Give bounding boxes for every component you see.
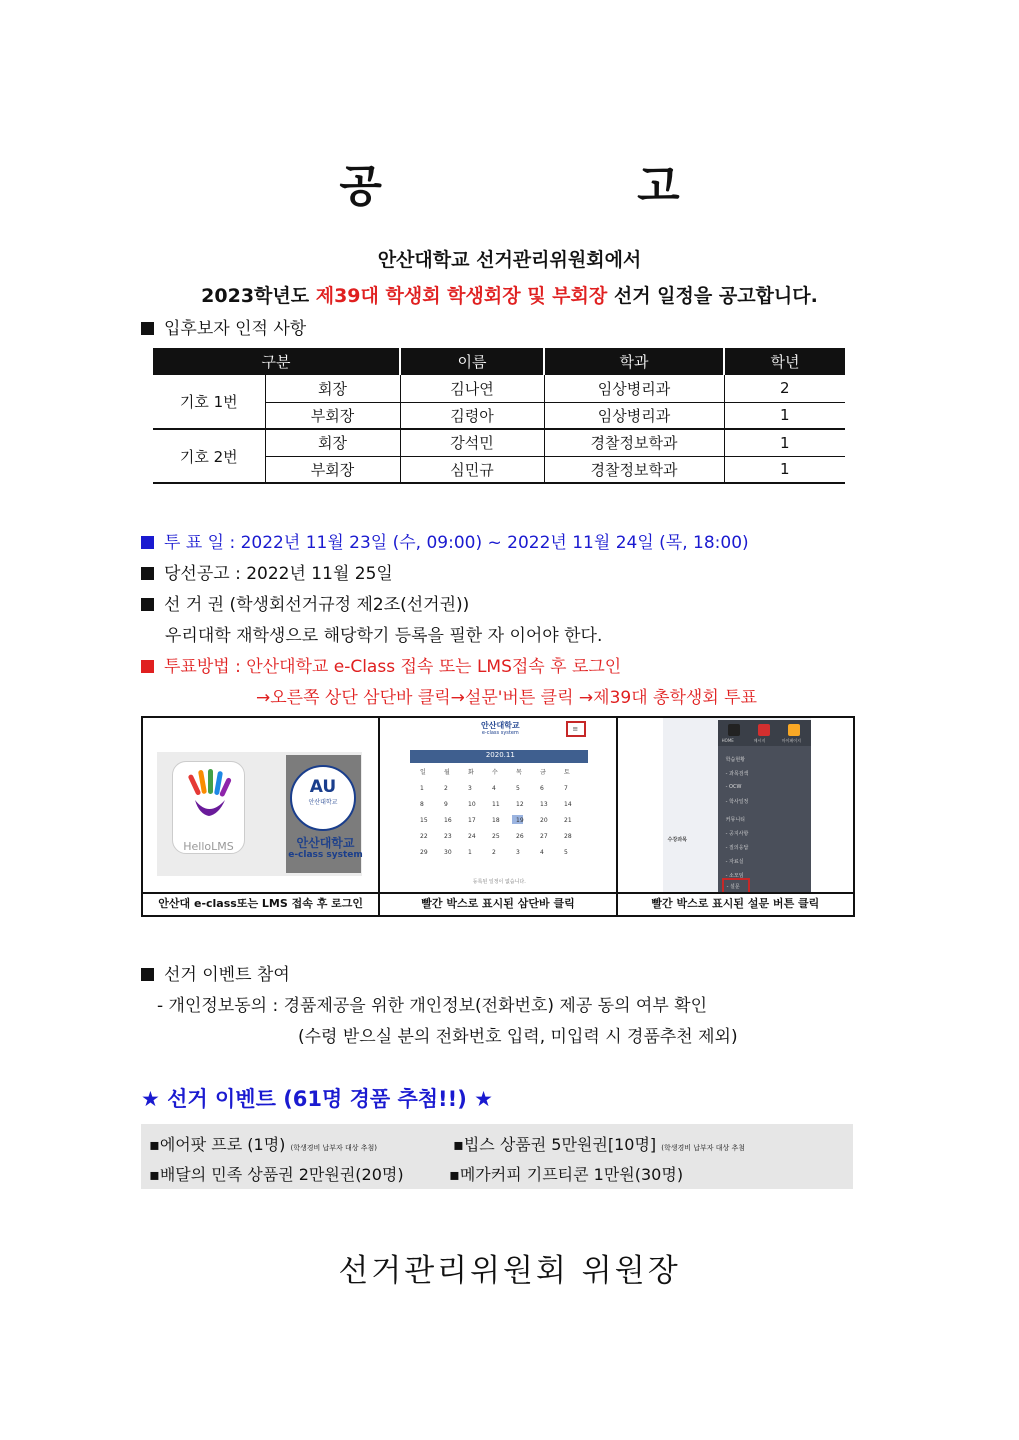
calendar-day[interactable]: 28 [564, 833, 572, 840]
announce-text: 당선공고 : 2022년 11월 25일 [164, 564, 393, 584]
calendar-day[interactable]: 4 [492, 785, 497, 792]
mini-logo-sub: e-class system [481, 730, 519, 736]
seal-short: AU [309, 777, 337, 797]
calendar-day[interactable]: 24 [468, 833, 476, 840]
candidate-table [153, 348, 845, 484]
intro-line-1: 안산대학교 선거관리위원회에서 [377, 249, 642, 271]
calendar-day[interactable]: 30 [444, 849, 452, 856]
panel-survey [616, 718, 853, 915]
calendar-day[interactable]: 17 [468, 817, 476, 824]
name-cell: 김령아 [400, 402, 544, 429]
header-name: 이름 [400, 348, 544, 375]
calendar-weekday: 월 [444, 769, 451, 776]
menu-item[interactable]: - 소모임 [725, 873, 744, 879]
name-cell: 김나연 [400, 375, 544, 402]
table-header-row [153, 348, 845, 375]
candidates-heading-text: 입후보자 인적 사항 [164, 319, 307, 339]
survey-menu-item: - 설문 [726, 884, 740, 890]
year-cell: 1 [724, 402, 845, 429]
menu-item[interactable]: - OCW [725, 784, 742, 790]
menu-item[interactable]: - 과목검색 [725, 771, 749, 777]
menu-item[interactable]: 커뮤니티 [725, 817, 745, 823]
vote-day-text: 투 표 일 : 2022년 11월 23일 (수, 09:00) ~ 2022년 11월 24일 (목, 18:00) [164, 533, 749, 553]
prize-text: ▪빕스 상품권 5만원권[10명] [453, 1135, 657, 1154]
candidates-heading [141, 314, 306, 339]
panel-login [143, 718, 378, 915]
calendar-weekday: 목 [516, 769, 523, 776]
name-cell: 심민규 [400, 456, 544, 483]
menu-item[interactable]: - 학사일정 [725, 799, 749, 805]
panel-caption: 안산대 e-class또는 LMS 접속 후 로그인 [143, 892, 378, 915]
calendar-day[interactable]: 18 [492, 817, 500, 824]
calendar-weekday: 화 [468, 769, 475, 776]
calendar-day[interactable]: 2 [444, 785, 449, 792]
calendar-weekday: 토 [564, 769, 571, 776]
vote-day-line [141, 528, 749, 553]
menu-item[interactable]: - 질의응답 [725, 845, 749, 851]
calendar-header [410, 750, 588, 763]
consent-line: - 개인정보동의 : 경품제공을 위한 개인정보(전화번호) 제공 동의 여부 확인 [157, 996, 707, 1016]
message-icon[interactable] [758, 724, 770, 736]
calendar-day[interactable]: 26 [516, 833, 524, 840]
prize-item [453, 1132, 745, 1155]
calendar-day[interactable]: 5 [564, 849, 569, 856]
voting-right-text: 선 거 권 (학생회선거규정 제2조(선거권)) [164, 595, 470, 615]
calendar-day[interactable]: 16 [444, 817, 452, 824]
square-bullet-icon [141, 598, 154, 611]
square-bullet-icon [141, 322, 154, 335]
square-bullet-icon [141, 567, 154, 580]
voting-right-line [141, 590, 469, 615]
prize-item [449, 1162, 683, 1185]
calendar-day[interactable]: 23 [444, 833, 452, 840]
side-menu [718, 720, 811, 892]
panel-caption: 빨간 박스로 표시된 설문 버튼 클릭 [618, 892, 853, 915]
side-menu-image [618, 718, 853, 892]
menu-item[interactable]: - 공지사항 [725, 831, 749, 837]
calendar-day[interactable]: 10 [468, 801, 476, 808]
consent-note: (수령 받으실 분의 전화번호 입력, 미입력 시 경품추천 제외) [298, 1027, 738, 1047]
dept-cell: 임상병리과 [544, 402, 724, 429]
instruction-panels [141, 716, 855, 917]
header-category: 구분 [153, 348, 400, 375]
calendar-day[interactable]: 3 [468, 785, 473, 792]
calendar-day[interactable]: 22 [420, 833, 428, 840]
prize-text: ▪에어팟 프로 (1명) [149, 1135, 286, 1154]
calendar-day[interactable]: 7 [564, 785, 569, 792]
method-line [141, 652, 621, 677]
calendar-day[interactable]: 20 [540, 817, 548, 824]
signature: 선거관리위원회 위원장 [338, 1253, 681, 1289]
calendar-day[interactable]: 25 [492, 833, 500, 840]
calendar-weekday: 일 [420, 769, 427, 776]
prize-note: (학생경비 납부자 대상 추첨) [290, 1144, 378, 1152]
seal-text: 안산대학교 [308, 799, 338, 806]
panel-caption: 빨간 박스로 표시된 삼단바 클릭 [380, 892, 615, 915]
calendar-day[interactable]: 8 [420, 801, 425, 808]
calendar-day[interactable]: 3 [516, 849, 521, 856]
intro-prefix: 2023학년도 [201, 285, 316, 307]
square-bullet-icon [141, 660, 154, 673]
calendar-weekday: 수 [492, 769, 499, 776]
header-dept: 학과 [544, 348, 724, 375]
calendar-day[interactable]: 9 [444, 801, 449, 808]
calendar-day[interactable]: 19 [516, 817, 524, 824]
hand-logo-icon [173, 762, 246, 835]
app-label: HelloLMS [183, 840, 234, 853]
university-seal-icon [290, 765, 356, 831]
name-cell: 강석민 [400, 429, 544, 456]
method-text: 투표방법 : 안산대학교 e-Class 접속 또는 LMS접속 후 로그인 [164, 657, 622, 677]
calendar-day[interactable]: 2 [492, 849, 497, 856]
menu-item[interactable]: - 자료실 [725, 859, 744, 865]
prize-box [141, 1124, 853, 1189]
dept-cell: 경찰정보학과 [544, 456, 724, 483]
mypage-icon[interactable] [788, 724, 800, 736]
calendar-day[interactable]: 11 [492, 801, 500, 808]
prize-item [149, 1132, 377, 1155]
year-cell: 2 [724, 375, 845, 402]
calendar-empty: 등록된 일정이 없습니다. [472, 879, 526, 885]
calendar-day[interactable]: 1 [420, 785, 425, 792]
login-image [143, 718, 378, 892]
role-cell: 부회장 [265, 456, 400, 483]
mini-logo-name: 안산대학교 [481, 721, 520, 730]
calendar-day[interactable]: 13 [540, 801, 548, 808]
hamburger-icon: ≡ [572, 725, 579, 733]
group-label: 기호 2번 [153, 429, 265, 483]
course-label: 수강과목 [667, 837, 687, 843]
logo-name: 안산대학교 [296, 836, 355, 850]
announce-line [141, 559, 393, 584]
square-bullet-icon [141, 968, 154, 981]
home-icon[interactable] [728, 724, 740, 736]
year-cell: 1 [724, 456, 845, 483]
event-heading-text: 선거 이벤트 참여 [164, 965, 290, 985]
calendar-day[interactable]: 21 [564, 817, 572, 824]
calendar-day[interactable]: 15 [420, 817, 428, 824]
logo-sub: e-class system [288, 850, 363, 860]
menu-message-label: 메시지 [753, 738, 766, 743]
calendar-day[interactable]: 27 [540, 833, 548, 840]
calendar-month: 2020.11 [485, 751, 515, 759]
role-cell: 회장 [265, 375, 400, 402]
hamburger-menu-highlight[interactable] [566, 721, 586, 737]
role-cell: 회장 [265, 429, 400, 456]
square-bullet-icon [141, 536, 154, 549]
dept-cell: 경찰정보학과 [544, 429, 724, 456]
menu-item[interactable]: 학습현황 [725, 757, 745, 763]
survey-button-highlight[interactable] [722, 878, 750, 892]
menu-home-label: HOME [721, 738, 734, 743]
calendar-grid [410, 766, 588, 876]
group-label: 기호 1번 [153, 375, 265, 429]
table-row [153, 429, 845, 456]
calendar-day[interactable]: 29 [420, 849, 428, 856]
calendar-weekday: 금 [540, 769, 547, 776]
calendar-day[interactable]: 4 [540, 849, 545, 856]
calendar-day[interactable]: 5 [516, 785, 521, 792]
event-title: ★ 선거 이벤트 (61명 경품 추첨!!) ★ [141, 1087, 493, 1111]
prize-note: (학생경비 납부자 대상 추첨 [661, 1144, 746, 1152]
method-steps: →오른쪽 상단 삼단바 클릭→설문'버튼 클릭 →제39대 총학생회 투표 [256, 688, 757, 708]
calendar-image [380, 718, 615, 892]
event-heading [141, 960, 290, 985]
year-cell: 1 [724, 429, 845, 456]
header-year: 학년 [724, 348, 845, 375]
voting-right-desc: 우리대학 재학생으로 해당학기 등록을 필한 자 이어야 한다. [165, 626, 603, 646]
menu-mypage-label: 마이페이지 [781, 738, 801, 743]
intro-suffix: 선거 일정을 공고합니다. [607, 285, 818, 307]
role-cell: 부회장 [265, 402, 400, 429]
calendar-day[interactable]: 6 [540, 785, 545, 792]
prize-text: ▪배달의 민족 상품권 2만원권(20명) [149, 1165, 404, 1184]
page-title: 공 고 [339, 161, 800, 212]
calendar-day[interactable]: 14 [564, 801, 572, 808]
prize-text: ▪메가커피 기프티콘 1만원(30명) [449, 1165, 684, 1184]
calendar-day[interactable]: 1 [468, 849, 473, 856]
intro-line-2 [0, 281, 1019, 308]
prize-item [149, 1162, 404, 1185]
intro-highlight: 제39대 학생회 학생회장 및 부회장 [315, 285, 608, 307]
table-row [153, 375, 845, 402]
calendar-day[interactable]: 12 [516, 801, 524, 808]
panel-menu [378, 718, 615, 915]
dept-cell: 임상병리과 [544, 375, 724, 402]
